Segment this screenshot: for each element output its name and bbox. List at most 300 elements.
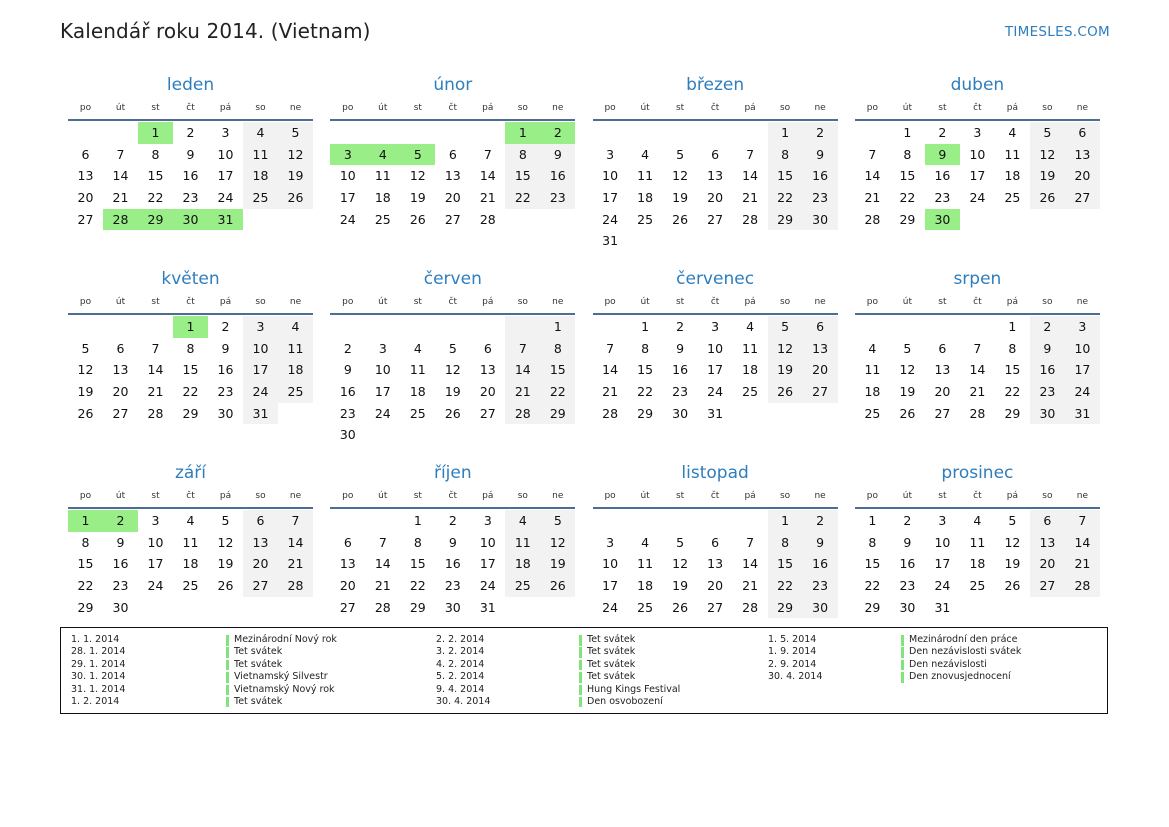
- day-cell-empty: [593, 122, 628, 144]
- day-cell: 6: [803, 316, 838, 338]
- day-cell: 17: [374, 384, 391, 400]
- weekday-label: so: [1042, 491, 1053, 501]
- day-cell: 21: [374, 578, 391, 594]
- month-name: srpen: [953, 269, 1002, 289]
- day-cell: 11: [742, 340, 759, 356]
- day-cell: 7: [278, 510, 313, 532]
- day-cell: 26: [1004, 578, 1021, 594]
- day-cell: 6: [243, 510, 278, 532]
- day-cell: 21: [1065, 553, 1100, 575]
- day-cell: 2: [186, 125, 195, 140]
- day-cell: 4: [746, 319, 755, 334]
- weekday-label: pá: [744, 103, 756, 113]
- day-cell: 1: [540, 316, 575, 338]
- day-cell: 9: [448, 534, 457, 550]
- day-cell: 13: [243, 532, 278, 554]
- day-cell-holiday: 2: [103, 510, 138, 532]
- day-cell: 5: [278, 122, 313, 144]
- day-cell: 23: [1030, 381, 1065, 403]
- day-cell: 20: [479, 384, 496, 400]
- month-calendar: [330, 460, 575, 654]
- day-cell: 28: [479, 211, 496, 227]
- legend-date: 1. 5. 2014: [768, 634, 817, 645]
- days-grid: [330, 509, 575, 618]
- day-cell-empty: [505, 316, 540, 338]
- day-cell: 10: [374, 362, 391, 378]
- day-cell: 17: [147, 556, 164, 572]
- day-cell: 19: [409, 190, 426, 206]
- day-cell: 25: [1004, 190, 1021, 206]
- legend-color-marker: [579, 660, 582, 671]
- day-cell: 1: [903, 125, 912, 140]
- day-cell: 12: [540, 532, 575, 554]
- weekday-label: po: [604, 491, 616, 501]
- days-grid: [593, 121, 838, 252]
- day-cell-empty: [925, 316, 960, 338]
- weekday-label: út: [115, 491, 126, 501]
- legend-color-marker: [226, 647, 229, 658]
- day-cell: 27: [444, 211, 461, 227]
- day-cell: 20: [1030, 553, 1065, 575]
- weekday-label: ne: [552, 103, 564, 113]
- day-cell: 22: [505, 187, 540, 209]
- weekday-label: ne: [814, 103, 826, 113]
- day-cell-empty: [400, 316, 435, 338]
- day-cell: 26: [77, 405, 94, 421]
- day-cell: 13: [707, 168, 724, 184]
- weekday-label: st: [413, 491, 422, 501]
- day-cell: 9: [803, 532, 838, 554]
- holiday-legend: [60, 627, 1108, 714]
- day-cell: 14: [278, 532, 313, 554]
- legend-color-marker: [901, 647, 904, 658]
- day-cell: 26: [540, 575, 575, 597]
- day-cell: 24: [147, 578, 164, 594]
- legend-holiday-name: Tet svátek: [587, 658, 636, 670]
- day-cell: 25: [505, 575, 540, 597]
- day-cell: 27: [934, 405, 951, 421]
- legend-holiday-name: Tet svátek: [587, 646, 636, 658]
- day-cell: 19: [77, 384, 94, 400]
- day-cell-holiday: 2: [540, 122, 575, 144]
- day-cell: 7: [483, 146, 492, 162]
- weekday-label: pá: [482, 103, 494, 113]
- month-calendar: [593, 266, 838, 460]
- day-cell-empty: [733, 122, 768, 144]
- day-cell-empty: [855, 316, 890, 338]
- weekday-label: po: [79, 103, 92, 113]
- day-cell: 6: [116, 340, 125, 356]
- weekday-label: so: [255, 103, 266, 113]
- legend-date: 5. 2. 2014: [436, 671, 485, 683]
- day-cell: 11: [278, 338, 313, 360]
- day-cell: 1: [641, 319, 650, 334]
- day-cell: 29: [1004, 405, 1021, 421]
- months-grid: [68, 72, 1100, 654]
- day-cell-empty: [593, 316, 628, 338]
- day-cell: 5: [540, 510, 575, 532]
- day-cell: 2: [221, 319, 230, 334]
- days-grid: [855, 121, 1100, 230]
- day-cell: 23: [339, 405, 356, 421]
- days-grid: [68, 315, 313, 424]
- weekday-label: so: [1042, 297, 1053, 307]
- day-cell: 9: [903, 534, 912, 550]
- day-cell-holiday: 28: [103, 209, 138, 231]
- weekday-label: čt: [448, 103, 458, 113]
- day-cell: 1: [1008, 319, 1017, 334]
- day-cell: 26: [1030, 187, 1065, 209]
- day-cell: 7: [746, 534, 755, 550]
- weekday-label: ne: [1076, 491, 1089, 501]
- day-cell: 7: [606, 340, 615, 356]
- day-cell: 29: [637, 405, 654, 421]
- day-cell: 18: [505, 553, 540, 575]
- weekday-header: [330, 98, 575, 121]
- weekday-label: út: [115, 297, 126, 307]
- weekday-label: čt: [710, 103, 720, 113]
- day-cell: 4: [641, 146, 650, 162]
- month-calendar: [68, 72, 313, 266]
- day-cell: 15: [409, 556, 426, 572]
- day-cell-empty: [365, 316, 400, 338]
- day-cell: 19: [1030, 165, 1065, 187]
- weekday-label: po: [604, 103, 616, 113]
- legend-date: 2. 2. 2014: [436, 634, 485, 645]
- weekday-label: čt: [710, 491, 720, 501]
- weekday-label: čt: [186, 297, 195, 307]
- day-cell-holiday: 1: [173, 316, 208, 338]
- day-cell: 24: [479, 578, 496, 594]
- day-cell: 10: [1065, 338, 1100, 360]
- weekday-label: pá: [219, 297, 232, 307]
- weekday-label: po: [342, 103, 354, 113]
- day-cell-empty: [733, 510, 768, 532]
- day-cell: 15: [1004, 362, 1021, 378]
- day-cell: 20: [707, 190, 724, 206]
- weekday-header: [855, 98, 1100, 121]
- day-cell: 2: [803, 122, 838, 144]
- legend-date: 1. 9. 2014: [768, 646, 817, 658]
- legend-holiday-name: Den znovusjednocení: [909, 671, 1011, 683]
- day-cell: 13: [112, 362, 129, 378]
- month-calendar: [68, 266, 313, 460]
- legend-holiday-name: Hung Kings Festival: [587, 683, 681, 695]
- day-cell: 14: [1065, 532, 1100, 554]
- day-cell: 14: [112, 168, 129, 184]
- day-cell: 12: [409, 168, 426, 184]
- weekday-label: ne: [289, 103, 302, 113]
- day-cell: 20: [243, 553, 278, 575]
- month-calendar: [855, 72, 1100, 266]
- weekday-label: út: [640, 491, 650, 501]
- weekday-label: so: [779, 103, 791, 113]
- day-cell: 21: [505, 381, 540, 403]
- day-cell: 11: [505, 532, 540, 554]
- day-cell: 27: [479, 405, 496, 421]
- month-name: listopad: [681, 463, 749, 483]
- day-cell: 19: [672, 578, 689, 594]
- day-cell: 24: [1065, 381, 1100, 403]
- day-cell: 28: [147, 405, 164, 421]
- day-cell: 23: [540, 187, 575, 209]
- day-cell: 18: [243, 165, 278, 187]
- day-cell: 19: [672, 190, 689, 206]
- day-cell: 2: [448, 513, 457, 528]
- month-calendar: [593, 72, 838, 266]
- day-cell: 26: [217, 578, 234, 594]
- day-cell: 25: [278, 381, 313, 403]
- day-cell: 8: [768, 144, 803, 166]
- day-cell-empty: [330, 510, 365, 532]
- legend-holiday-name: Tet svátek: [587, 634, 636, 645]
- day-cell: 20: [934, 384, 951, 400]
- day-cell: 5: [903, 340, 912, 356]
- day-cell: 21: [112, 190, 129, 206]
- day-cell: 11: [182, 534, 199, 550]
- day-cell: 15: [768, 165, 803, 187]
- day-cell: 28: [1065, 575, 1100, 597]
- weekday-label: čt: [186, 491, 195, 501]
- day-cell: 23: [217, 384, 234, 400]
- day-cell: 21: [864, 190, 881, 206]
- day-cell: 9: [676, 340, 685, 356]
- days-grid: [855, 315, 1100, 424]
- day-cell: 20: [1065, 165, 1100, 187]
- weekday-label: út: [115, 103, 126, 113]
- day-cell: 4: [641, 534, 650, 550]
- day-cell: 21: [742, 190, 759, 206]
- day-cell: 16: [112, 556, 129, 572]
- day-cell: 19: [217, 556, 234, 572]
- day-cell: 21: [278, 553, 313, 575]
- day-cell: 3: [973, 125, 982, 140]
- day-cell-holiday: 1: [138, 122, 173, 144]
- day-cell: 24: [374, 405, 391, 421]
- day-cell: 11: [637, 168, 654, 184]
- weekday-label: po: [342, 297, 354, 307]
- day-cell: 7: [973, 340, 982, 356]
- day-cell-empty: [855, 122, 890, 144]
- day-cell-empty: [103, 122, 138, 144]
- day-cell: 17: [339, 190, 356, 206]
- day-cell: 3: [606, 534, 615, 550]
- day-cell: 16: [182, 168, 199, 184]
- day-cell: 15: [637, 362, 654, 378]
- day-cell: 14: [864, 168, 881, 184]
- day-cell-empty: [365, 510, 400, 532]
- day-cell: 10: [243, 338, 278, 360]
- weekday-label: so: [255, 491, 266, 501]
- day-cell: 16: [444, 556, 461, 572]
- legend-date: 1. 2. 2014: [71, 695, 120, 707]
- day-cell-empty: [68, 122, 103, 144]
- day-cell: 3: [243, 316, 278, 338]
- day-cell: 15: [768, 553, 803, 575]
- weekday-label: st: [675, 491, 685, 501]
- weekday-label: út: [378, 103, 388, 113]
- day-cell: 12: [899, 362, 916, 378]
- day-cell-holiday: 31: [208, 209, 243, 231]
- weekday-header: [330, 292, 575, 315]
- weekday-label: út: [640, 297, 650, 307]
- day-cell: 25: [243, 187, 278, 209]
- day-cell-empty: [435, 122, 470, 144]
- weekday-label: ne: [552, 491, 564, 501]
- legend-date: 31. 1. 2014: [71, 683, 126, 695]
- day-cell: 5: [221, 513, 230, 528]
- day-cell: 10: [147, 534, 164, 550]
- weekday-label: st: [151, 491, 160, 501]
- legend-color-marker: [901, 635, 904, 646]
- day-cell: 8: [768, 532, 803, 554]
- weekday-label: po: [604, 297, 616, 307]
- day-cell: 15: [505, 165, 540, 187]
- days-grid: [593, 315, 838, 424]
- day-cell: 2: [343, 340, 352, 356]
- day-cell: 30: [444, 599, 461, 615]
- day-cell: 3: [606, 146, 615, 162]
- day-cell: 13: [1030, 532, 1065, 554]
- day-cell: 23: [803, 187, 838, 209]
- month-calendar: [855, 266, 1100, 460]
- legend-date: 29. 1. 2014: [71, 658, 126, 670]
- day-cell: 25: [374, 211, 391, 227]
- day-cell-empty: [698, 122, 733, 144]
- day-cell: 10: [479, 534, 496, 550]
- day-cell-empty: [470, 316, 505, 338]
- day-cell-holiday: 4: [365, 144, 400, 166]
- day-cell: 3: [711, 319, 720, 334]
- month-name: březen: [686, 75, 745, 95]
- day-cell: 18: [864, 384, 881, 400]
- legend-holiday-name: Den osvobození: [587, 695, 663, 707]
- weekday-label: po: [79, 297, 92, 307]
- day-cell: 18: [278, 359, 313, 381]
- day-cell: 28: [505, 403, 540, 425]
- day-cell: 16: [339, 384, 356, 400]
- day-cell: 24: [934, 578, 951, 594]
- day-cell: 29: [409, 599, 426, 615]
- day-cell: 7: [116, 146, 125, 162]
- day-cell-empty: [890, 316, 925, 338]
- day-cell-holiday: 30: [925, 209, 960, 231]
- weekday-label: st: [675, 103, 685, 113]
- day-cell-empty: [330, 316, 365, 338]
- day-cell: 31: [602, 233, 619, 249]
- day-cell-empty: [138, 316, 173, 338]
- day-cell-empty: [330, 122, 365, 144]
- day-cell: 19: [278, 165, 313, 187]
- legend-color-marker: [579, 672, 582, 683]
- weekday-header: [855, 486, 1100, 509]
- day-cell: 28: [278, 575, 313, 597]
- day-cell: 28: [742, 211, 759, 227]
- day-cell: 3: [378, 340, 387, 356]
- day-cell: 28: [602, 405, 619, 421]
- day-cell: 4: [186, 513, 195, 528]
- weekday-label: po: [866, 297, 878, 307]
- day-cell: 22: [899, 190, 916, 206]
- month-name: květen: [161, 269, 220, 289]
- legend-date: 9. 4. 2014: [436, 683, 485, 695]
- day-cell: 8: [81, 534, 90, 550]
- legend-date: 3. 2. 2014: [436, 646, 485, 658]
- weekday-label: so: [255, 297, 266, 307]
- day-cell: 13: [339, 556, 356, 572]
- weekday-label: pá: [1006, 103, 1018, 113]
- day-cell: 26: [672, 599, 689, 615]
- day-cell: 2: [903, 513, 912, 528]
- legend-date: 28. 1. 2014: [71, 646, 126, 658]
- day-cell: 27: [243, 575, 278, 597]
- day-cell: 22: [768, 575, 803, 597]
- day-cell: 12: [768, 338, 803, 360]
- weekday-label: pá: [219, 491, 232, 501]
- day-cell: 12: [1004, 534, 1021, 550]
- day-cell: 17: [217, 168, 234, 184]
- day-cell: 31: [479, 599, 496, 615]
- month-name: duben: [950, 75, 1005, 95]
- day-cell: 9: [1030, 338, 1065, 360]
- day-cell: 14: [602, 362, 619, 378]
- weekday-header: [68, 486, 313, 509]
- month-calendar: [855, 460, 1100, 654]
- day-cell: 15: [77, 556, 94, 572]
- day-cell: 25: [182, 578, 199, 594]
- day-cell: 11: [1004, 146, 1021, 162]
- legend-holiday-name: Tet svátek: [234, 658, 283, 670]
- weekday-label: ne: [289, 491, 302, 501]
- day-cell: 6: [343, 534, 352, 550]
- legend-color-marker: [226, 660, 229, 671]
- day-cell-empty: [663, 510, 698, 532]
- day-cell: 27: [707, 211, 724, 227]
- day-cell: 10: [602, 556, 619, 572]
- day-cell: 10: [339, 168, 356, 184]
- weekday-header: [593, 98, 838, 121]
- day-cell: 18: [742, 362, 759, 378]
- site-link[interactable]: TIMESLES.COM: [1004, 24, 1110, 40]
- day-cell: 26: [409, 211, 426, 227]
- day-cell: 27: [803, 381, 838, 403]
- day-cell: 3: [938, 513, 947, 528]
- day-cell: 30: [339, 427, 356, 443]
- day-cell: 24: [339, 211, 356, 227]
- legend-holiday-name: Mezinárodní den práce: [909, 634, 1018, 645]
- legend-holiday-name: Vietnamský Nový rok: [234, 683, 335, 695]
- day-cell: 10: [707, 340, 724, 356]
- day-cell: 30: [803, 209, 838, 231]
- day-cell: 12: [1030, 144, 1065, 166]
- weekday-label: so: [517, 491, 528, 501]
- legend-date: 30. 4. 2014: [768, 671, 823, 683]
- day-cell-holiday: 29: [138, 209, 173, 231]
- day-cell: 27: [707, 599, 724, 615]
- day-cell-empty: [470, 122, 505, 144]
- day-cell: 16: [934, 168, 951, 184]
- day-cell: 21: [479, 190, 496, 206]
- day-cell: 20: [707, 578, 724, 594]
- weekday-label: pá: [482, 491, 494, 501]
- day-cell: 23: [803, 575, 838, 597]
- day-cell: 5: [676, 146, 685, 162]
- legend-color-marker: [901, 672, 904, 683]
- day-cell: 27: [77, 211, 94, 227]
- day-cell: 26: [444, 405, 461, 421]
- weekday-label: út: [902, 491, 912, 501]
- day-cell: 4: [505, 510, 540, 532]
